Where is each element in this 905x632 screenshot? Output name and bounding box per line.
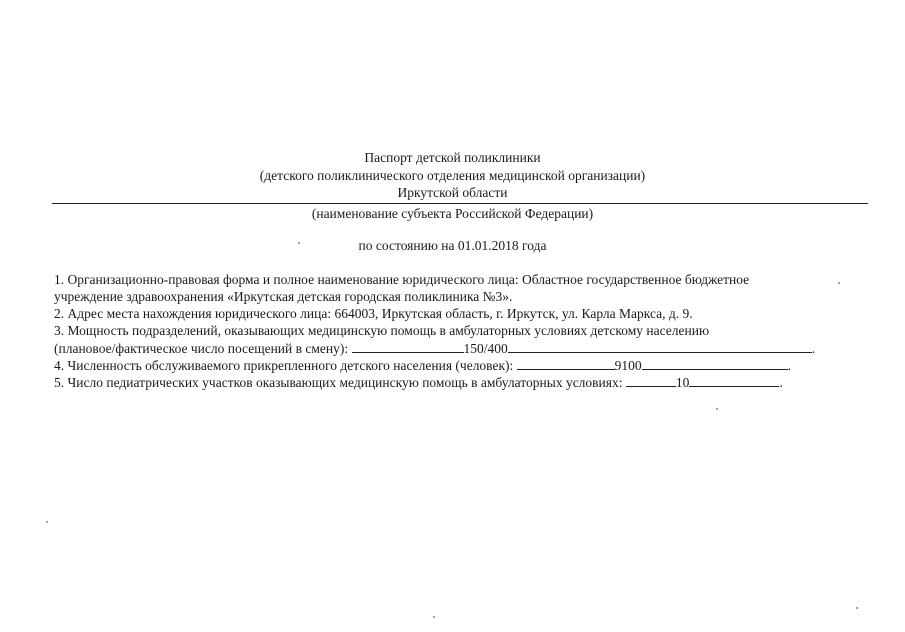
item-3-line-2 — [54, 339, 815, 357]
scan-speck — [716, 408, 718, 410]
item-1-line-2: учреждение здравоохранения «Иркутская детская городская поликлиника №3». — [54, 289, 513, 304]
scan-speck — [838, 282, 840, 284]
region-name: Иркутской области — [397, 185, 508, 200]
scan-speck — [856, 607, 858, 609]
item-3-blank-left — [352, 339, 464, 353]
item-4-value: 9100 — [614, 358, 642, 373]
item-5-period: . — [779, 375, 783, 390]
region-caption: (наименование субъекта Российской Федерации) — [311, 206, 594, 221]
region-underline — [52, 203, 868, 204]
item-5 — [54, 373, 783, 391]
scan-speck — [298, 242, 300, 244]
item-3-blank-right — [508, 339, 812, 353]
item-5-blank-left — [626, 373, 676, 387]
item-5-label: 5. Число педиатрических участков оказывающих медицинскую помощь в амбулаторных условиях: — [54, 375, 623, 390]
as-of-date: по состоянию на 01.01.2018 года — [358, 238, 547, 253]
document-title: Паспорт детской поликлиники — [364, 150, 541, 165]
scan-speck — [433, 616, 435, 618]
item-4-period: . — [787, 358, 792, 373]
document-subtitle: (детского поликлинического отделения медицинской организации) — [259, 168, 646, 183]
item-1-line-1: 1. Организационно-правовая форма и полное наименование юридического лица: Областное государственное бюджетное — [54, 272, 750, 287]
item-3-line-1: 3. Мощность подразделений, оказывающих медицинскую помощь в амбулаторных условиях детскому населению — [54, 323, 710, 338]
item-4-label: 4. Численность обслуживаемого прикрепленного детского населения (человек): — [54, 358, 514, 373]
item-5-blank-right — [689, 373, 779, 387]
item-4-blank-left — [517, 356, 615, 370]
item-3-value: 150/400 — [463, 341, 508, 356]
item-4 — [54, 356, 791, 374]
item-3-period: . — [811, 341, 816, 356]
item-2: 2. Адрес места нахождения юридического лица: 664003, Иркутская область, г. Иркутск, ул. Карла Маркса, д. 9. — [54, 306, 693, 321]
item-3-label: (плановое/фактическое число посещений в смену): — [54, 341, 349, 356]
item-5-value: 10 — [675, 375, 690, 390]
scan-speck — [46, 521, 48, 523]
item-4-blank-right — [642, 356, 788, 370]
